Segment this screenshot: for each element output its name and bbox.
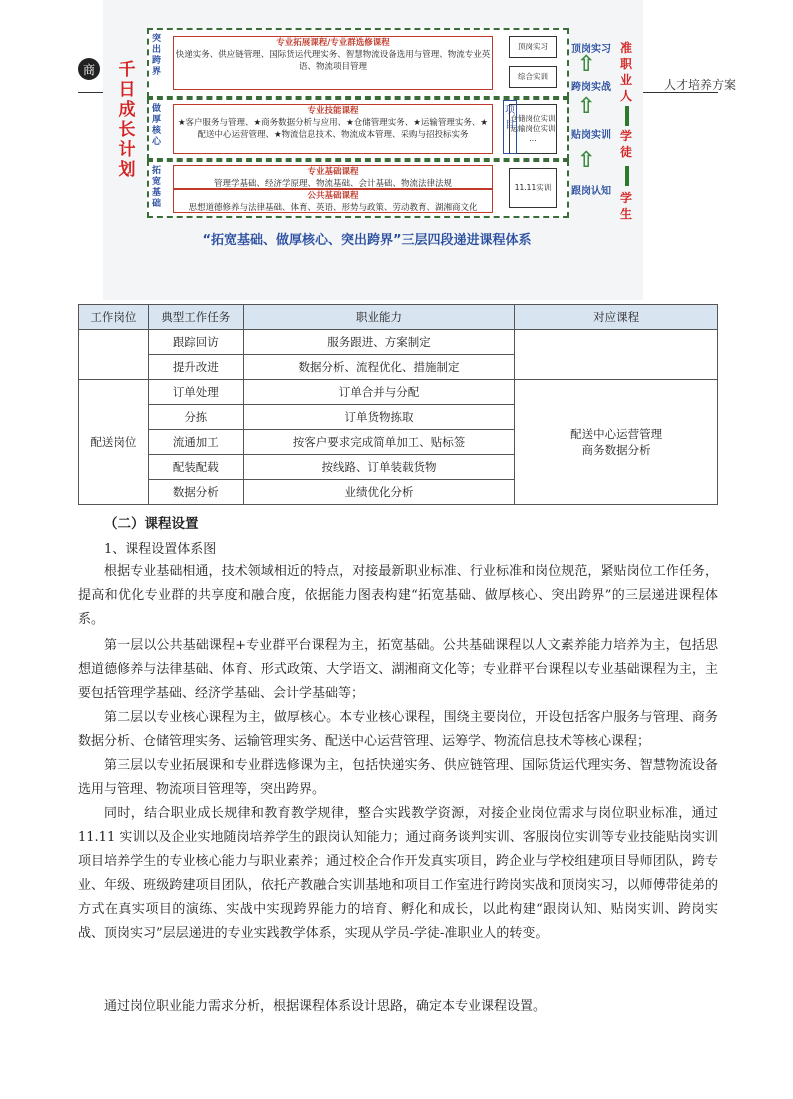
paragraph: 通过岗位职业能力需求分析，根据课程体系设计思路，确定本专业课程设置。 (104, 999, 547, 1014)
course-box-core (173, 104, 493, 154)
practice-box: 综合实训 (509, 66, 557, 88)
role-label: 准职业人 (619, 41, 632, 103)
up-arrow-icon: ⇧ (577, 52, 596, 77)
paragraph: 同时，结合职业成长规律和教育教学规律，整合实践教学资源，对接企业岗位需求与岗位职业标准，通过 11.11 实训以及企业实地随岗培养学生的跟岗认知能力；通过商务谈判实训、客服岗位实训等专业技能贴岗实训项目培养学生的专业核心能力与职业素养；通过校企合作开发真实项目，跨企业与学校组建项目导师团队，跨专业、年级、班级跨建项目团队，依托产教融合实训基地和项目工作室进行跨岗实战和顶岗实习，以师傅带徒弟的方式在真实项目的演练、实战中实现跨界能力的培育、孵化和成长，以此构建“跟岗认知、贴岗实训、跨岗实战、顶岗实习”层层递进的专业实践教学体系，实现从学员-学徒-准职业人的转变。 (78, 806, 718, 941)
task-cell: 配装配载 (148, 455, 243, 480)
stage-label: 跟岗认知 (571, 186, 611, 197)
practice-box: 11.11实训 (509, 168, 557, 208)
project-bar: 项目 (503, 100, 517, 154)
course-cell (515, 330, 718, 380)
task-cell: 订单处理 (148, 380, 243, 405)
ability-cell: 按线路、订单装载货物 (243, 455, 515, 480)
practice-label: 仓储岗位实训 (510, 114, 556, 123)
stage-label: 跨岗实战 (571, 82, 611, 93)
document-title: 人才培养方案 (664, 78, 737, 92)
box-text: 思想道德修养与法律基础、体育、英语、形势与政策、劳动教育、湖湘商文化 (188, 203, 478, 213)
header-cell: 工作岗位 (79, 305, 149, 330)
task-cell: 提升改进 (148, 355, 243, 380)
header-cell: 职业能力 (243, 305, 515, 330)
job-ability-table (78, 304, 718, 505)
level-tag: 做厚核心 (152, 104, 162, 147)
ability-cell: 业绩优化分析 (243, 480, 515, 505)
up-arrow-icon (625, 166, 629, 186)
subsection-heading: 1、课程设置体系图 (104, 542, 217, 557)
table-row (79, 330, 718, 355)
practice-box: 顶岗实习 (509, 36, 557, 58)
box-text: 快递实务、供应链管理、国际货运代理实务、智慧物流设备选用与管理、物流专业英语、物流项目管理 (175, 50, 491, 72)
course-cell (515, 380, 718, 505)
table-row (79, 380, 718, 405)
paragraph: 第一层以公共基础课程+专业群平台课程为主，拓宽基础。公共基础课程以人文素养能力培养为主，包括思想道德修养与法律基础、体育、形式政策、大学语文、湖湘商文化等；专业群平台课程以专业基础课程为主，主要包括管理学基础、经济学基础、会计学基础等； (78, 638, 718, 701)
course-box-public-base (173, 189, 493, 213)
up-arrow-icon (625, 106, 629, 126)
role-label: 学生 (619, 191, 632, 221)
school-logo-icon: 商 (78, 58, 100, 80)
post-cell: 配送岗位 (79, 380, 149, 505)
course-name: 配送中心运营管理 (570, 427, 663, 441)
task-cell: 流通加工 (148, 430, 243, 455)
box-text: 管理学基础、经济学原理、物流基础、会计基础、物流法律法规 (213, 179, 452, 189)
level-tag: 突出跨界 (152, 34, 162, 77)
ability-cell: 按客户要求完成简单加工、贴标签 (243, 430, 515, 455)
course-box-professional-base (173, 165, 493, 189)
stage-label: 贴岗实训 (571, 130, 611, 141)
box-title: 专业技能课程 (307, 106, 359, 116)
box-title: 公共基础课程 (307, 191, 359, 201)
paragraph: 根据专业基础相通，技术领域相近的特点，对接最新职业标准、行业标准和岗位规范，紧贴岗位工作任务，提高和优化专业群的共享度和融合度，依据能力图表构建“拓宽基础、做厚核心、突出跨界”的三层递进课程体系。 (78, 564, 718, 627)
practice-label: ... (529, 134, 537, 143)
level-cross-border (147, 28, 569, 98)
ability-cell: 数据分析、流程优化、措施制定 (243, 355, 515, 380)
table-header-row (79, 305, 718, 330)
diagram-left-title: 千日成长计划 (118, 60, 136, 180)
box-title: 专业拓展课程/专业群选修课程 (276, 38, 390, 48)
task-cell: 分拣 (148, 405, 243, 430)
level-foundation (147, 160, 569, 218)
task-cell: 数据分析 (148, 480, 243, 505)
task-cell: 跟踪回访 (148, 330, 243, 355)
practice-label: 运输岗位实训 (510, 124, 556, 133)
course-name: 商务数据分析 (581, 443, 651, 457)
box-text: ★客户服务与管理、★商务数据分析与应用、★仓储管理实务、★运输管理实务、★配送中心运营管理、★物流信息技术、物流成本管理、采购与招投标实务 (177, 118, 489, 140)
section-heading: （二）课程设置 (104, 516, 199, 532)
stage-label: 顶岗实习 (571, 44, 611, 55)
ability-cell: 服务跟进、方案制定 (243, 330, 515, 355)
role-label: 学徒 (619, 129, 632, 159)
up-arrow-icon: ⇧ (577, 148, 596, 173)
ability-cell: 订单货物拣取 (243, 405, 515, 430)
header-cell: 对应课程 (515, 305, 718, 330)
diagram-caption: “拓宽基础、做厚核心、突出跨界”三层四段递进课程体系 (202, 233, 532, 248)
post-cell (79, 330, 149, 380)
level-tag: 拓宽基础 (152, 166, 162, 209)
curriculum-diagram (103, 0, 643, 300)
paragraph: 第三层以专业拓展课和专业群选修课为主，包括快递实务、供应链管理、国际货运代理实务、智慧物流设备选用与管理、物流项目管理等，突出跨界。 (78, 758, 718, 797)
course-box-extension (173, 36, 493, 90)
up-arrow-icon: ⇧ (577, 94, 596, 119)
paragraph: 第二层以专业核心课程为主，做厚核心。本专业核心课程，围绕主要岗位，开设包括客户服务与管理、商务数据分析、仓储管理实务、运输管理实务、配送中心运营管理、运筹学、物流信息技术等核心课程； (78, 710, 718, 749)
ability-cell: 订单合并与分配 (243, 380, 515, 405)
box-title: 专业基础课程 (307, 167, 359, 177)
header-cell: 典型工作任务 (148, 305, 243, 330)
